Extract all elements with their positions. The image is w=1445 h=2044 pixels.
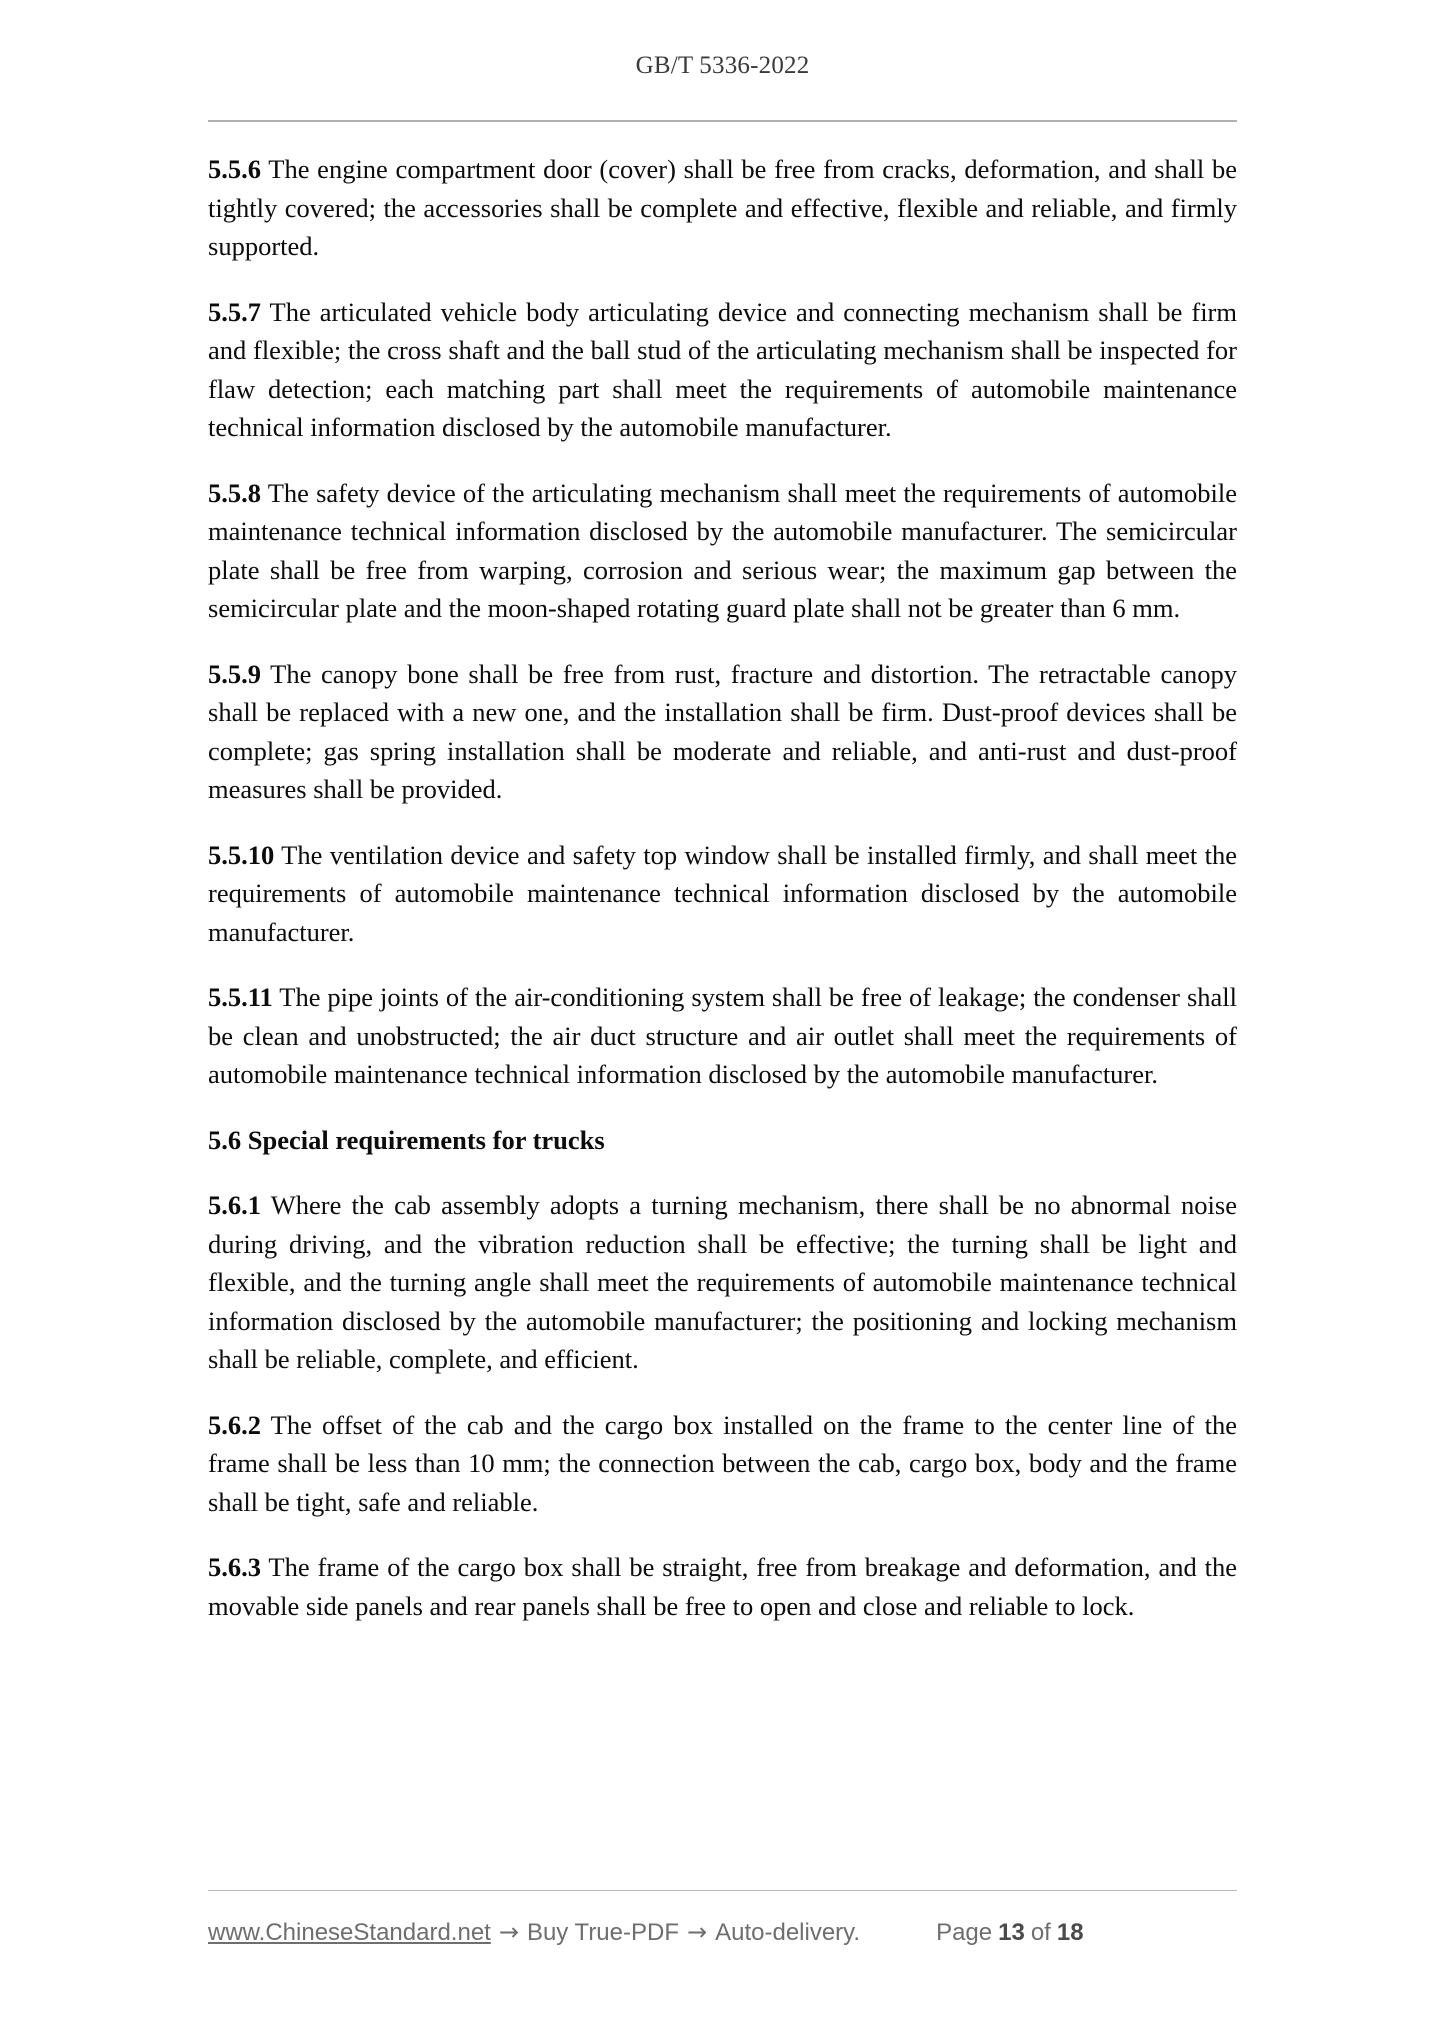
clause-number: 5.5.6 — [208, 154, 261, 184]
clause-paragraph — [208, 978, 1237, 1094]
clause-text: The canopy bone shall be free from rust, fracture and distortion. The retractable canopy shall be replaced with a new one, and the installation shall be firm. Dust-proof devices shall be complete; gas spring installation shall be moderate and reliable, and anti-rust and dust-proof measures shall be provided. — [208, 658, 1237, 804]
clause-text: The ventilation device and safety top window shall be installed firmly, and shall meet the requirements of automobile maintenance technical information disclosed by the automobile manufacturer. — [208, 839, 1237, 947]
clause-number: 5.5.7 — [208, 296, 261, 327]
footer-promo — [208, 1918, 860, 1947]
clause-number: 5.6.1 — [208, 1190, 261, 1220]
right-arrow-icon: → — [498, 1918, 519, 1946]
footer-buy-text: Buy True-PDF — [526, 1919, 679, 1946]
clause-text: The safety device of the articulating mechanism shall meet the requirements of automobile maintenance technical information disclosed by the automobile manufacturer. The semicircular plate shall be free from warping, corrosion and serious wear; the maximum gap between the semicircular plate and the moon-shaped rotating guard plate shall not be greater than 6 mm. — [208, 477, 1237, 623]
footer-delivery-text: Auto-delivery. — [715, 1919, 861, 1946]
clause-text: The offset of the cab and the cargo box installed on the frame to the center line of the frame shall be less than 10 mm; the connection between the cab, cargo box, body and the frame shall be tight, safe and reliable. — [208, 1409, 1237, 1517]
clause-paragraph — [208, 293, 1237, 447]
clause-number: 5.5.9 — [208, 658, 261, 689]
page-of-label: of — [1030, 1919, 1051, 1946]
section-heading: 5.6 Special requirements for trucks — [208, 1124, 605, 1155]
clause-paragraph — [208, 1548, 1237, 1625]
clause-paragraph — [208, 655, 1237, 809]
clause-paragraph — [208, 474, 1237, 628]
clause-number: 5.5.10 — [208, 839, 275, 870]
page-number: 13 — [998, 1919, 1025, 1946]
page-label: Page — [936, 1919, 993, 1946]
clause-text: The articulated vehicle body articulating device and connecting mechanism shall be firm and flexible; the cross shaft and the ball stud of the articulating mechanism shall be inspected for flaw detection; each matching part shall meet the requirements of automobile maintenance technical information disclosed by the automobile manufacturer. — [208, 296, 1237, 442]
clause-number: 5.6.3 — [208, 1552, 261, 1582]
clause-paragraph — [208, 836, 1237, 952]
clause-number: 5.5.8 — [208, 477, 261, 508]
header-divider — [208, 120, 1237, 122]
clause-text: Where the cab assembly adopts a turning mechanism, there shall be no abnormal noise during driving, and the vibration reduction shall be effective; the turning shall be light and flexible, and the turning angle shall meet the requirements of automobile maintenance technical information disclosed by the automobile manufacturer; the positioning and locking mechanism shall be reliable, complete, and efficient. — [208, 1190, 1237, 1374]
page-header — [208, 52, 1237, 80]
clause-paragraph — [208, 150, 1237, 266]
clause-text: The pipe joints of the air-conditioning system shall be free of leakage; the condenser shall be clean and unobstructed; the air duct structure and air outlet shall meet the requirements of automobile maintenance technical information disclosed by the automobile manufacturer. — [208, 982, 1237, 1089]
right-arrow-icon: → — [687, 1918, 708, 1946]
clause-text: The engine compartment door (cover) shall be free from cracks, deformation, and shall be tightly covered; the accessories shall be complete and effective, flexible and reliable, and firmly supported. — [208, 154, 1237, 261]
page-indicator — [936, 1919, 1083, 1947]
page-footer — [208, 1918, 1237, 1947]
clause-text: The frame of the cargo box shall be straight, free from breakage and deformation, and the movable side panels and rear panels shall be free to open and close and reliable to lock. — [208, 1552, 1237, 1621]
clause-number: 5.6.2 — [208, 1409, 261, 1440]
footer-url-link[interactable]: www.ChineseStandard.net — [208, 1919, 491, 1946]
standard-number: GB/T 5336-2022 — [635, 52, 810, 79]
clause-paragraph — [208, 1406, 1237, 1522]
footer-divider — [208, 1890, 1237, 1891]
clause-paragraph — [208, 1186, 1237, 1379]
clause-number: 5.5.11 — [208, 982, 273, 1012]
page-total: 18 — [1056, 1919, 1084, 1946]
document-body — [208, 150, 1237, 1652]
